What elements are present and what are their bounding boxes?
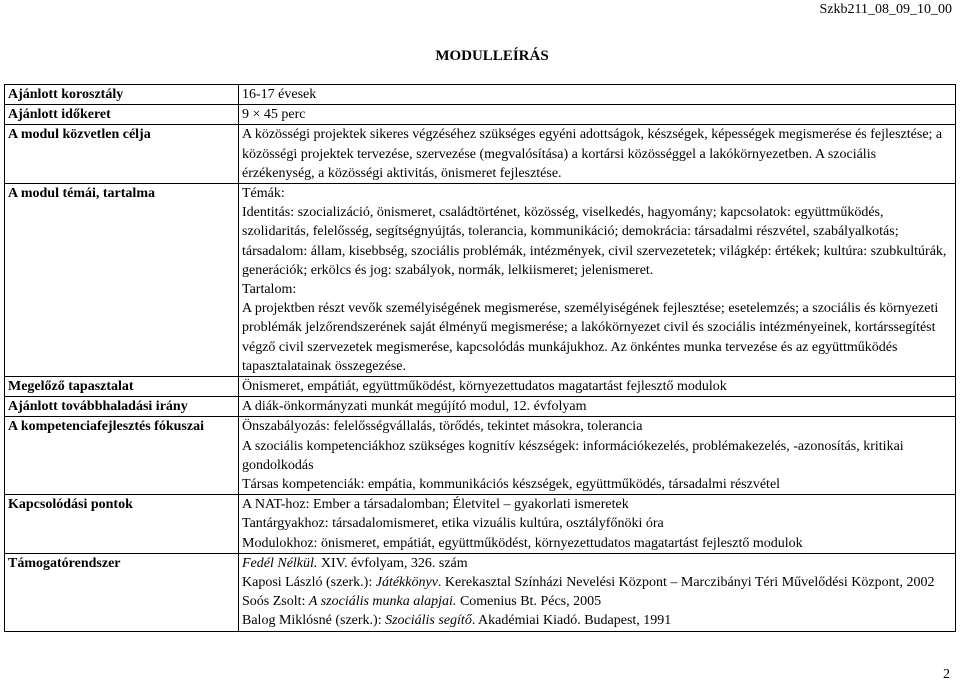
reference-detail: XIV. évfolyam, 326. szám	[317, 555, 468, 571]
table-row	[5, 377, 956, 397]
table-row	[5, 125, 956, 184]
page-title: MODULLEÍRÁS	[435, 48, 549, 64]
row-value: Önismeret, empátiát, együttműködést, környezettudatos magatartást fejlesztő modulok	[239, 377, 956, 397]
row-label: Ajánlott továbbhaladási irány	[5, 397, 239, 417]
row-value	[239, 184, 956, 377]
row-label: Kapcsolódási pontok	[5, 495, 239, 554]
row-value	[239, 495, 956, 554]
tartalom-text: A projektben részt vevők személyiségének megismerése, személyiségének fejlesztése; esetelemzés; a szociális és környezeti problémák jelzőrendszerének saját élményű megismerése; a lakókörnyezet civil és szociális intézményeinek, kortárssegítést végző civil szervezetek megismerése, kapcsolódás munkájukhoz. Az önkéntes munka tervezése és az együttműködés tapasztalatainak összegezése.	[242, 301, 939, 374]
page-number: 2	[943, 667, 950, 682]
row-value: 9 × 45 perc	[239, 105, 956, 125]
table-row	[5, 184, 956, 377]
reference-item	[242, 554, 952, 573]
table-row	[5, 553, 956, 631]
temak-heading: Témák:	[242, 186, 285, 202]
reference-title: A szociális munka alapjai.	[308, 594, 457, 610]
reference-title: Fedél Nélkül.	[242, 555, 318, 571]
reference-title: Szociális segítő	[385, 613, 472, 629]
row-label: Ajánlott időkeret	[5, 105, 239, 125]
reference-detail: . Kerekasztal Színházi Nevelési Központ – Marczibányi Téri Művelődési Központ, 2002	[437, 575, 935, 591]
competence-line: Társas kompetenciák: empátia, kommunikációs készségek, együttműködés, társadalmi részvétel	[242, 477, 781, 493]
reference-author: Kaposi László (szerk.):	[242, 575, 376, 591]
row-label: A kompetenciafejlesztés fókuszai	[5, 417, 239, 495]
competence-line: A szociális kompetenciákhoz szükséges kognitív készségek: információkezelés, problémakezelés, -azonosítás, kritikai gondolkodás	[242, 438, 904, 473]
connection-line: Modulokhoz: önismeret, empátiát, együttműködést, környezettudatos magatartást fejlesztő modulok	[242, 535, 803, 551]
connection-line: A NAT-hoz: Ember a társadalomban; Életvitel – gyakorlati ismeretek	[242, 497, 629, 513]
reference-author: Balog Miklósné (szerk.):	[242, 613, 386, 629]
competence-line: Önszabályozás: felelősségvállalás, törődés, tekintet másokra, tolerancia	[242, 419, 643, 435]
table-row	[5, 85, 956, 105]
row-value: A közösségi projektek sikeres végzéséhez szükséges egyéni adottságok, készségek, képességek megismerése és fejlesztése; a közösségi projektek tervezése, szervezése (megvalósítása) a kortársi közösséggel a lakókörnyezetben. A szociális érzékenység, a közösségi aktivitás, önismeret fejlesztése.	[239, 125, 956, 184]
document-code: Szkb211_08_09_10_00	[819, 2, 952, 17]
row-label: A modul témái, tartalma	[5, 184, 239, 377]
tartalom-heading: Tartalom:	[242, 282, 297, 298]
row-label: Támogatórendszer	[5, 553, 239, 631]
table-row	[5, 105, 956, 125]
temak-text: Identitás: szocializáció, önismeret, családtörténet, közösség, viselkedés, hagyomány; kapcsolatok: együttműködés, szolidaritás, felelősség, segítségnyújtás, tolerancia, kommunikáció; demokrácia: társadalmi részvétel, szabályalkotás; társadalom: állam, kisebbség, szociális problémák, intézmények, civil szervezetetek; világkép: értékek; kultúra: szubkultúrák, generációk; erkölcs és jog: szabályok, normák, lelkiismeret; jelenismeret.	[242, 205, 947, 278]
row-value: 16-17 évesek	[239, 85, 956, 105]
table-row	[5, 397, 956, 417]
row-label: A modul közvetlen célja	[5, 125, 239, 184]
reference-item	[242, 573, 952, 592]
reference-title: Játékkönyv	[375, 575, 438, 591]
reference-detail: . Akadémiai Kiadó. Budapest, 1991	[471, 613, 672, 629]
reference-item	[242, 592, 952, 611]
row-value: A diák-önkormányzati munkát megújító modul, 12. évfolyam	[239, 397, 956, 417]
reference-author: Soós Zsolt:	[242, 594, 309, 610]
module-table	[4, 84, 956, 632]
reference-detail: Comenius Bt. Pécs, 2005	[456, 594, 602, 610]
connection-line: Tantárgyakhoz: társadalomismeret, etika vizuális kultúra, osztályfőnöki óra	[242, 516, 664, 532]
row-label: Megelőző tapasztalat	[5, 377, 239, 397]
row-value	[239, 553, 956, 631]
row-label: Ajánlott korosztály	[5, 85, 239, 105]
row-value	[239, 417, 956, 495]
table-row	[5, 417, 956, 495]
reference-item	[242, 611, 952, 630]
table-row	[5, 495, 956, 554]
